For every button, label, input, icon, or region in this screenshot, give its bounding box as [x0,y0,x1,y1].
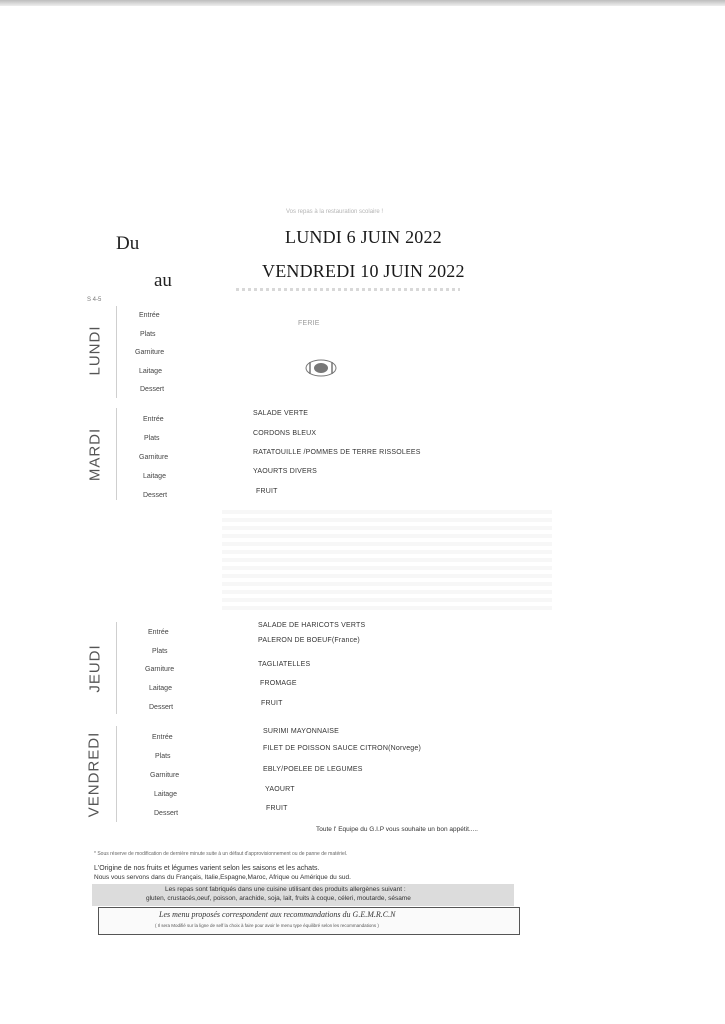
dish-vendredi-garniture: EBLY/POELEE DE LEGUMES [263,766,363,773]
category-dessert: Dessert [154,810,179,817]
category-entree: Entrée [148,629,169,636]
day-label-jeudi: JEUDI [86,644,104,693]
dish-vendredi-dessert: FRUIT [266,805,288,812]
week-code: S 4-5 [87,297,102,303]
dish-jeudi-plat: PALERON DE BOEUF(France) [258,637,360,644]
dish-jeudi-laitage: FROMAGE [260,680,297,687]
category-dessert: Dessert [149,704,174,711]
allergen-line-1: Les repas sont fabriqués dans une cuisine utilisant des produits allergènes suivant : [165,886,406,893]
category-entree: Entrée [139,312,160,319]
dish-jeudi-garniture: TAGLIATELLES [258,661,311,668]
dish-vendredi-laitage: YAOURT [265,786,295,793]
gemrcn-box [98,907,520,935]
category-garniture: Garniture [150,772,180,779]
dish-jeudi-entree: SALADE DE HARICOTS VERTS [258,622,366,629]
origin-line-2: Nous vous servons dans du Français, Italie,Espagne,Maroc, Afrique ou Amérique du sud. [94,874,351,881]
category-plats: Plats [144,435,160,442]
category-garniture: Garniture [135,349,165,356]
date-start: LUNDI 6 JUIN 2022 [285,227,442,247]
category-laitage: Laitage [149,685,172,692]
day-block-lundi [72,306,117,398]
origin-line-1: L'Origine de nos fruits et légumes varient selon les saisons et les achats. [94,865,320,872]
category-laitage: Laitage [143,473,166,480]
category-garniture: Garniture [139,454,169,461]
date-end: VENDREDI 10 JUIN 2022 [262,261,465,281]
header-faint-text: Vos repas à la restauration scolaire ! [286,209,384,215]
day-label-vendredi: VENDREDI [85,731,103,818]
ferie-note: FERIE [298,320,320,327]
category-laitage: Laitage [139,368,162,375]
bon-appetit-line: Toute l' Equipe du G.I.P vous souhaite un bon appétit..... [316,826,478,833]
category-entree: Entrée [152,734,173,741]
modification-notice: * Sous réserve de modification de dernière minute suite à un défaut d'approvisionnement ou de panne de matériel. [94,851,348,857]
dish-mardi-garniture: RATATOUILLE /POMMES DE TERRE RISSOLEES [253,449,421,456]
small-print: ( Il sera Modifié sur la ligne de self la choix à faire pour avoir le menu type équilibré selon les recommandations ) [155,923,379,928]
day-block-mardi [72,408,117,500]
category-garniture: Garniture [145,666,175,673]
day-block-jeudi [72,622,117,714]
category-dessert: Dessert [143,492,168,499]
day-label-lundi: LUNDI [86,325,104,376]
du-label: Du [116,233,140,254]
dish-mardi-entree: SALADE VERTE [253,410,309,417]
category-plats: Plats [155,753,171,760]
header-rule [236,288,460,291]
category-laitage: Laitage [154,791,177,798]
faded-mercredi-area [222,510,552,610]
allergen-line-2: gluten, crustacés,oeuf, poisson, arachide, soja, lait, fruits à coque, céleri, moutarde, sésame [146,895,411,902]
category-plats: Plats [152,648,168,655]
dish-vendredi-plat: FILET DE POISSON SAUCE CITRON(Norvege) [263,745,422,752]
dish-mardi-laitage: YAOURTS DIVERS [253,468,317,475]
dish-jeudi-dessert: FRUIT [261,700,283,707]
dish-vendredi-entree: SURIMI MAYONNAISE [263,728,340,735]
cutlery-plate-icon [305,359,337,377]
day-label-mardi: MARDI [86,427,104,482]
category-dessert: Dessert [140,386,165,393]
dish-mardi-plat: CORDONS BLEUX [253,430,317,437]
dish-mardi-dessert: FRUIT [256,488,278,495]
au-label: au [154,270,172,291]
day-block-vendredi [72,726,117,822]
gemrcn-text: Les menu proposés correspondent aux recommandations du G.E.M.R.C.N [159,910,396,919]
category-entree: Entrée [143,416,164,423]
category-plats: Plats [140,331,156,338]
